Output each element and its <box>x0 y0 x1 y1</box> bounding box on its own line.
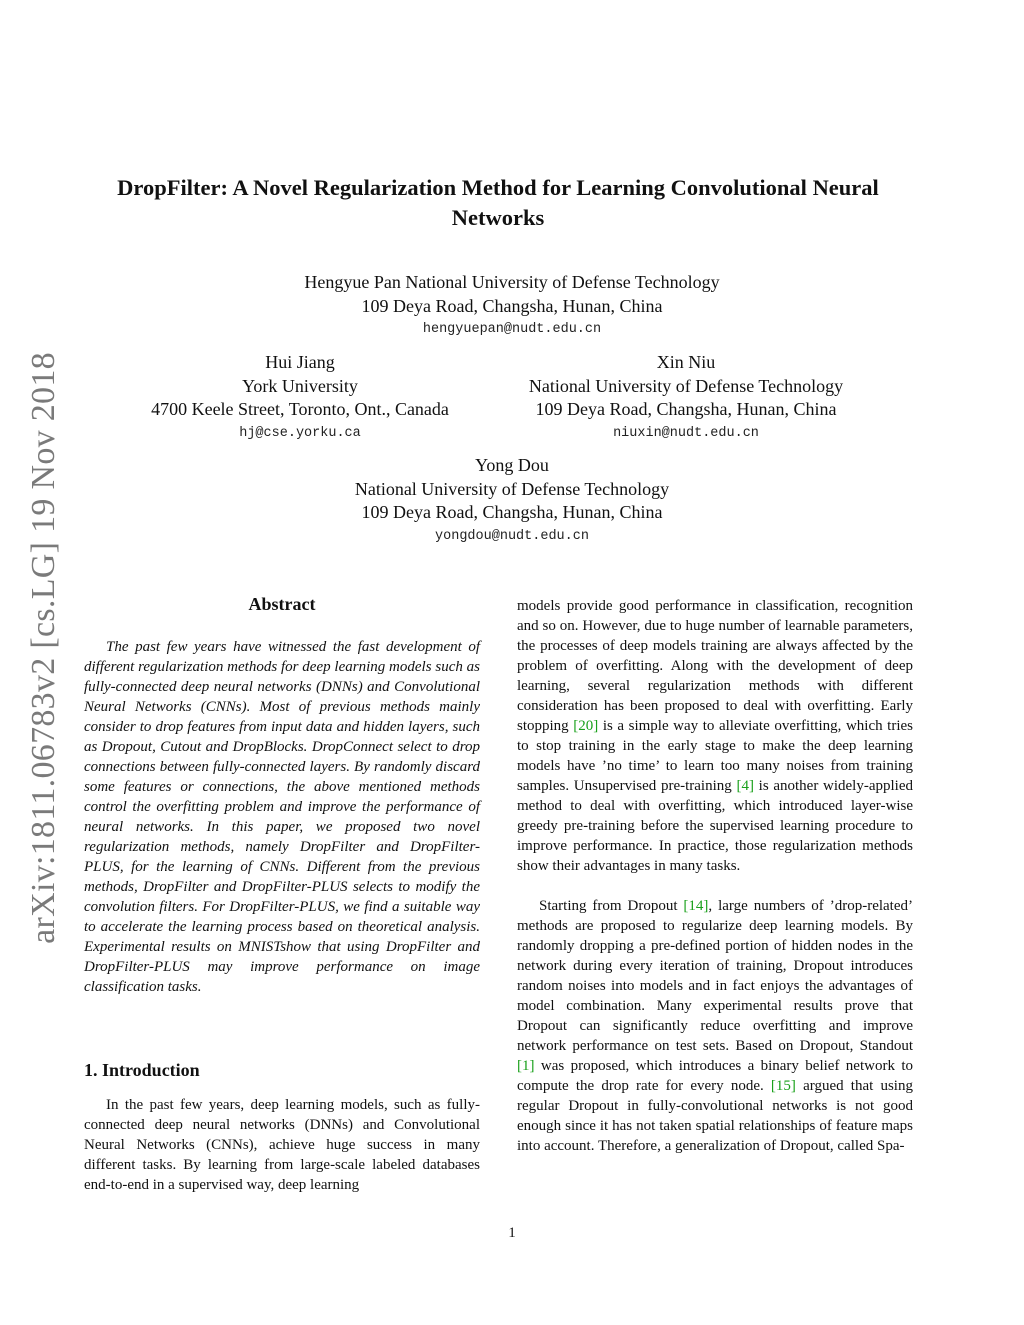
citation-link-14[interactable]: [14] <box>683 898 709 914</box>
author-3-address: 109 Deya Road, Changsha, Hunan, China <box>535 399 837 419</box>
author-1-address: 109 Deya Road, Changsha, Hunan, China <box>361 295 663 316</box>
citation-link-1[interactable]: [1] <box>517 1058 535 1074</box>
author-2-email[interactable]: hj@cse.yorku.ca <box>239 425 361 441</box>
author-4-name: Yong Dou <box>475 455 549 475</box>
author-4-institution: National University of Defense Technology <box>354 478 670 499</box>
text-run: is a simple way to alleviate overfitting, which tries to stop training in the early stage to make the deep learning models have ’no time’ to learn too many noises from training samples. Unsupervised pre-training <box>517 718 913 794</box>
introduction-paragraph-1: In the past few years, deep learning models, such as fully-connected deep neural networks (DNNs) and Convolutional Neural Networks (CNNs), achieve huge success in many different tasks. By learning from large-scale labeled databases end-to-end in a supervised way, deep learning <box>84 1097 480 1193</box>
author-3-email[interactable]: niuxin@nudt.edu.cn <box>613 425 759 441</box>
author-4-address: 109 Deya Road, Changsha, Hunan, China <box>361 502 663 522</box>
author-1-email[interactable]: hengyuepan@nudt.edu.cn <box>422 322 602 337</box>
author-block-4 <box>0 454 1024 549</box>
arxiv-identifier-stamp: arXiv:1811.06783v2 [cs.LG] 19 Nov 2018 <box>25 352 62 944</box>
author-2-address: 4700 Keele Street, Toronto, Ont., Canada <box>151 399 449 419</box>
introduction-heading: 1. Introduction <box>84 1060 200 1080</box>
author-block-2 <box>90 351 510 446</box>
citation-link-15[interactable]: [15] <box>770 1078 796 1094</box>
introduction-left-column <box>84 1095 480 1195</box>
text-run: , large numbers of ’drop-related’ methods are proposed to regularize deep learning models. By randomly dropping a pre-defined portion of hidden nodes in the network during every iteration of training, Dropout introduces random noises into models and in fact enjoys the advantages of model combination. Many experimental results prove that Dropout can significantly reduce overfitting and improve network performance on test sets. Based on Dropout, Standout <box>517 898 913 1054</box>
text-run: models provide good performance in classification, recognition and so on. However, due to huge number of learnable parameters, the processes of deep models training are always affected by the problem of overfitting. Along with the development of deep learning, several regularization methods with different consideration has been proposed to deal with overfitting. Early stopping <box>517 598 913 734</box>
right-column <box>517 596 913 1156</box>
author-block-3 <box>476 351 896 446</box>
author-4-email[interactable]: yongdou@nudt.edu.cn <box>435 528 589 544</box>
abstract-heading: Abstract <box>248 594 316 614</box>
author-3-institution: National University of Defense Technology <box>528 375 844 396</box>
author-block-1 <box>0 271 1024 342</box>
introduction-paragraph-1-continued <box>517 596 913 876</box>
text-run: is another widely-applied method to deal with overfitting, which introduced layer-wise greedy pre-training before the supervised learning procedure to improve performance. In practice, those regularization methods show their advantages in many tasks. <box>517 778 913 874</box>
text-run: Starting from Dropout <box>539 898 684 914</box>
author-2-institution: York University <box>242 375 358 396</box>
text-run: argued that using regular Dropout in fully-convolutional networks is not good enough since it has not taken spatial relationships of feature maps into account. Therefore, a generalization of Dropout, called Spa- <box>517 1078 913 1154</box>
author-2-name: Hui Jiang <box>265 352 335 372</box>
page-number: 1 <box>508 1225 516 1241</box>
introduction-paragraph-2 <box>517 896 913 1156</box>
paper-title: DropFilter: A Novel Regularization Method for Learning Convolutional Neural Networks <box>117 175 879 230</box>
author-3-name: Xin Niu <box>656 352 716 372</box>
abstract-paragraph: The past few years have witnessed the fast development of different regularization methods for deep learning models such as fully-connected deep neural networks (DNNs) and Convolutional Neural Networks (CNNs). Most of previous methods mainly consider to drop features from input data and hidden layers, such as Dropout, Cutout and DropBlocks. DropConnect select to drop connections between fully-connected layers. By randomly discard some features or connections, the above mentioned methods control the overfitting problem and improve the performance of neural networks. In this paper, we proposed two novel regularization methods, namely DropFilter and DropFilter-PLUS, for the learning of CNNs. Different from the previous methods, DropFilter and DropFilter-PLUS selects to modify the convolution filters. For DropFilter-PLUS, we find a suitable way to accelerate the learning process based on theoretical analysis. Experimental results on MNISTshow that using DropFilter and DropFilter-PLUS may improve performance on image classification tasks. <box>84 639 480 995</box>
citation-link-20[interactable]: [20] <box>573 718 599 734</box>
citation-link-4[interactable]: [4] <box>736 778 754 794</box>
abstract-text <box>84 637 480 997</box>
author-1-name-affiliation: Hengyue Pan National University of Defense Technology <box>304 272 720 292</box>
text-run: was proposed, which introduces a binary belief network to compute the drop rate for every node. <box>517 1058 913 1094</box>
